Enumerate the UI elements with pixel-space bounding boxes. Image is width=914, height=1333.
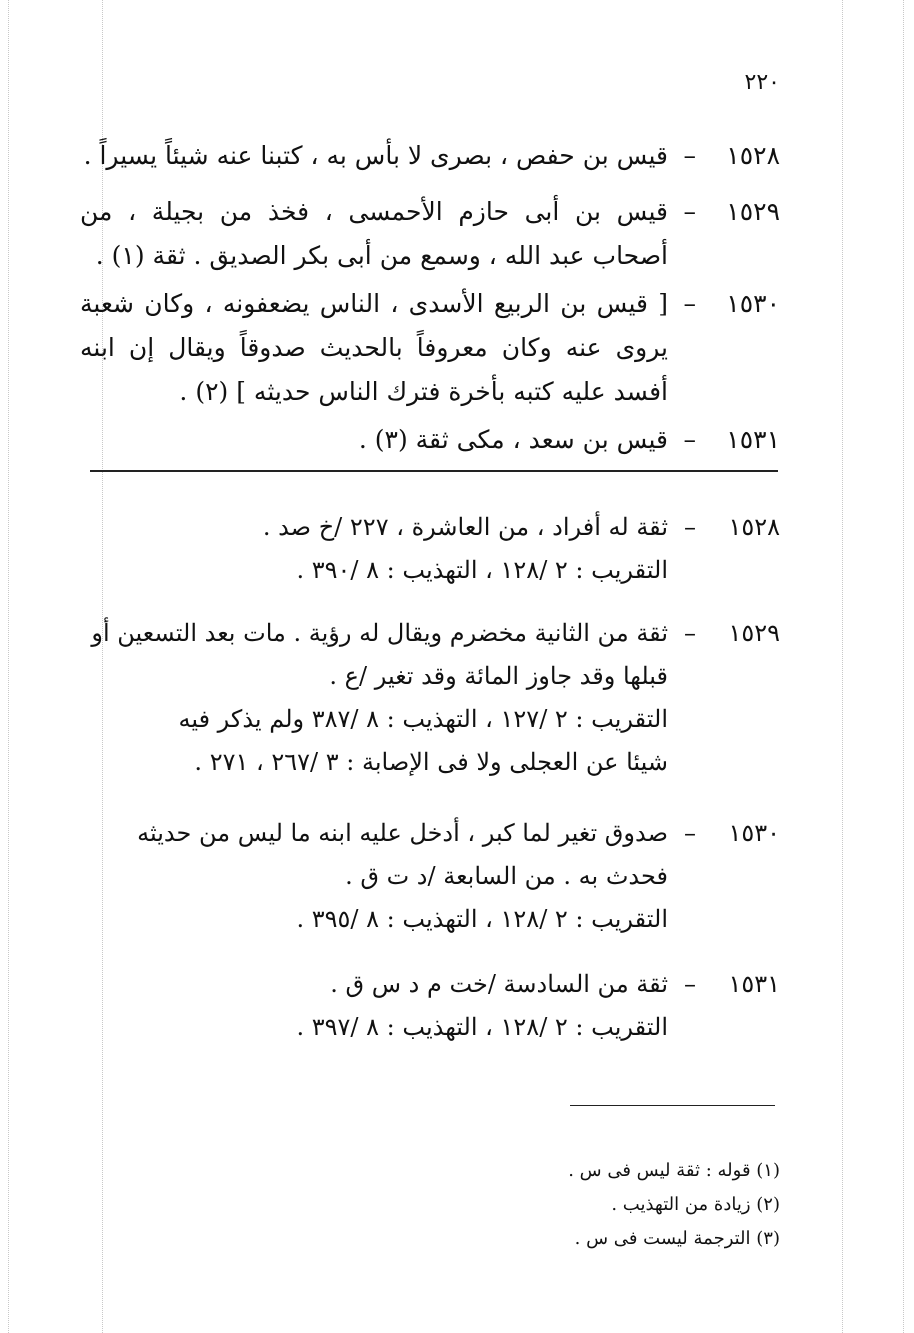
note-number: ١٥٣١ [728,970,780,998]
note-dash: – [684,513,696,541]
note-line: صدوق تغير لما كبر ، أدخل عليه ابنه ما ليس من حديثه [137,819,668,847]
entry-text: [ قيس بن الربيع الأسدى ، الناس يضعفونه ، وكان شعبة يروى عنه وكان معروفاً بالحديث صدوقاً ويقال إن ابنه أفسد عليه كتبه بأخرة فترك الناس حديثه ] (٢) . [80,289,668,406]
note-dash: – [684,619,696,647]
entry-number: ١٥٢٩ [726,197,780,226]
entry-number: ١٥٢٨ [726,141,780,170]
page-number: ٢٢٠ [744,70,780,95]
scan-edge-line [842,0,843,1333]
scan-edge-line [8,0,9,1333]
entry-number: ١٥٣٠ [726,289,780,318]
note-number: ١٥٢٩ [728,619,780,647]
entry-dash: – [683,141,696,170]
note-line: قبلها وقد جاوز المائة وقد تغير /ع . [329,662,668,690]
note-text [80,612,668,784]
note-dash: – [684,819,696,847]
entry-dash: – [683,425,696,454]
footnote-3: (٣) الترجمة ليست فى س . [574,1228,780,1249]
book-page [80,0,780,1333]
entry-text: قيس بن حفص ، بصرى لا بأس به ، كتبنا عنه شيئاً يسيراً . [83,141,668,170]
note-line: فحدث به . من السابعة /د ت ق . [345,862,668,890]
entry-dash: – [683,289,696,318]
entry-1530 [80,282,780,414]
note-line: التقريب : ٢ /١٢٨ ، التهذيب : ٨ /٣٩٠ . [296,556,668,584]
footnote-2: (٢) زيادة من التهذيب . [611,1194,780,1215]
entry-1528 [80,134,780,178]
note-line: التقريب : ٢ /١٢٨ ، التهذيب : ٨ /٣٩٥ . [296,905,668,933]
note-dash: – [684,970,696,998]
note-line: ثقة له أفراد ، من العاشرة ، ٢٢٧ /خ صد . [262,513,668,541]
note-number: ١٥٣٠ [728,819,780,847]
section-divider [90,470,778,472]
note-text [80,963,668,1049]
note-text [80,812,668,941]
footnote-rule [570,1105,775,1106]
note-line: التقريب : ٢ /١٢٨ ، التهذيب : ٨ /٣٩٧ . [296,1013,668,1041]
entry-text: قيس بن سعد ، مكى ثقة (٣) . [358,425,668,454]
scan-edge-line [903,0,904,1333]
note-line: شيئا عن العجلى ولا فى الإصابة : ٣ /٢٦٧ ، ٢٧١ . [194,748,668,776]
entry-text: قيس بن أبى حازم الأحمسى ، فخذ من بجيلة ، من أصحاب عبد الله ، وسمع من أبى بكر الصديق . ثقة (١) . [80,197,668,270]
entry-number: ١٥٣١ [726,425,780,454]
note-line: ثقة من السادسة /خت م د س ق . [330,970,668,998]
footnote-1: (١) قوله : ثقة ليس فى س . [568,1160,780,1181]
note-line: التقريب : ٢ /١٢٧ ، التهذيب : ٨ /٣٨٧ ولم يذكر فيه [178,705,668,733]
note-text [80,506,668,592]
note-number: ١٥٢٨ [728,513,780,541]
entry-dash: – [683,197,696,226]
entry-1531 [80,418,780,462]
note-line: ثقة من الثانية مخضرم ويقال له رؤية . مات بعد التسعين أو [91,619,668,647]
entry-1529 [80,190,780,278]
